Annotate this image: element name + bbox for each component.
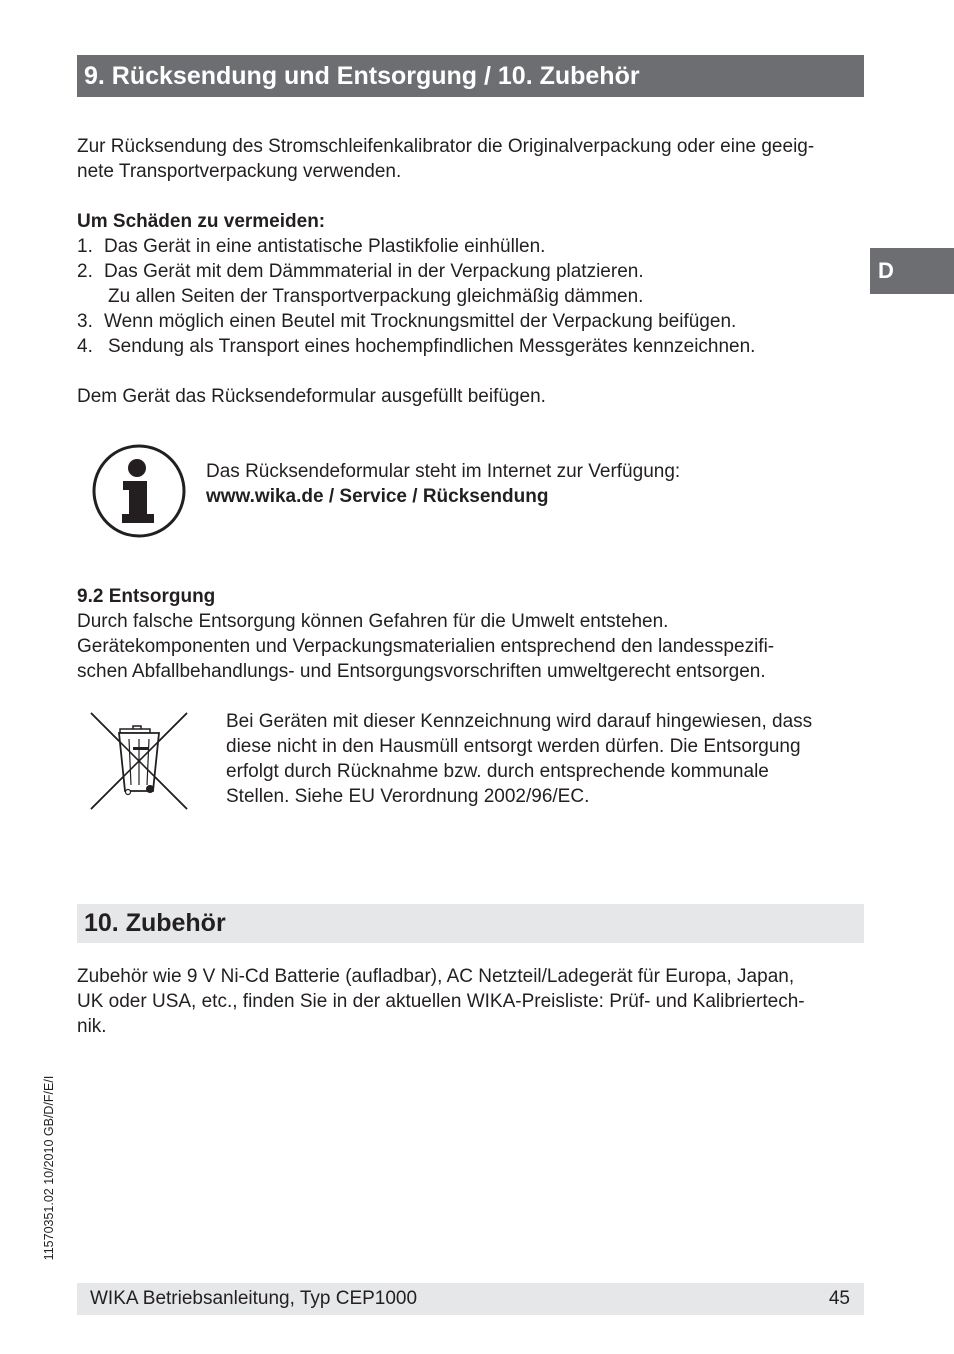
- weee-line-1: Bei Geräten mit dieser Kennzeichnung wird darauf hingewiesen, dass: [226, 711, 813, 732]
- intro-line-2: nete Transportverpackung verwenden.: [77, 161, 402, 182]
- disposal-line-3: schen Abfallbehandlungs- und Entsorgungsvorschriften umweltgerecht entsorgen.: [77, 661, 766, 682]
- section-9-heading: 9. Rücksendung und Entsorgung / 10. Zubehör: [77, 55, 864, 97]
- info-icon: [91, 443, 187, 539]
- damage-heading: Um Schäden zu vermeiden:: [77, 211, 326, 232]
- page-number: 45: [828, 1288, 850, 1309]
- section-9-2-heading: 9.2 Entsorgung: [77, 586, 216, 607]
- info-text: [206, 459, 680, 509]
- intro-line-1: Zur Rücksendung des Stromschleifenkalibrator die Originalverpackung oder eine geeig-: [77, 136, 815, 157]
- disposal-line-2: Gerätekomponenten und Verpackungsmaterialien entsprechend den landesspezifi-: [77, 636, 775, 657]
- accessories-line-3: nik.: [77, 1016, 107, 1037]
- intro-paragraph: [77, 134, 877, 184]
- accessories-line-2: UK oder USA, etc., finden Sie in der aktuellen WIKA-Preisliste: Prüf- und Kalibriertech-: [77, 991, 805, 1012]
- weee-line-3: erfolgt durch Rücknahme bzw. durch entsprechende kommunale: [226, 761, 769, 782]
- language-tab-d: D: [870, 248, 954, 294]
- footer-title: WIKA Betriebsanleitung, Typ CEP1000: [90, 1288, 418, 1309]
- section-10-heading: 10. Zubehör: [77, 904, 864, 943]
- disposal-line-1: Durch falsche Entsorgung können Gefahren für die Umwelt entstehen.: [77, 611, 669, 632]
- weee-text: [226, 709, 866, 809]
- weee-line-4: Stellen. Siehe EU Verordnung 2002/96/EC.: [226, 786, 590, 807]
- list-item: 2. Das Gerät mit dem Dämmmaterial in der Verpackung platzieren.: [77, 261, 644, 282]
- return-form-link[interactable]: www.wika.de / Service / Rücksendung: [206, 486, 549, 507]
- info-line-1: Das Rücksendeformular steht im Internet zur Verfügung:: [206, 461, 681, 482]
- crossed-out-wheelie-bin-icon: [89, 711, 189, 811]
- disposal-paragraph: [77, 609, 877, 684]
- list-item: Zu allen Seiten der Transportverpackung gleichmäßig dämmen.: [108, 286, 644, 307]
- document-code: 11570351.02 10/2010 GB/D/F/E/I: [42, 1075, 56, 1261]
- accessories-line-1: Zubehör wie 9 V Ni-Cd Batterie (aufladbar), AC Netzteil/Ladegerät für Europa, Japan,: [77, 966, 795, 987]
- list-item: 1. Das Gerät in eine antistatische Plastikfolie einhüllen.: [77, 236, 546, 257]
- weee-line-2: diese nicht in den Hausmüll entsorgt werden dürfen. Die Entsorgung: [226, 736, 801, 757]
- page-footer: [77, 1283, 864, 1315]
- list-item: 4. Sendung als Transport eines hochempfindlichen Messgerätes kennzeichnen.: [77, 336, 756, 357]
- accessories-paragraph: [77, 964, 877, 1039]
- form-note: Dem Gerät das Rücksendeformular ausgefüllt beifügen.: [77, 386, 546, 407]
- list-item: 3. Wenn möglich einen Beutel mit Trocknungsmittel der Verpackung beifügen.: [77, 311, 737, 332]
